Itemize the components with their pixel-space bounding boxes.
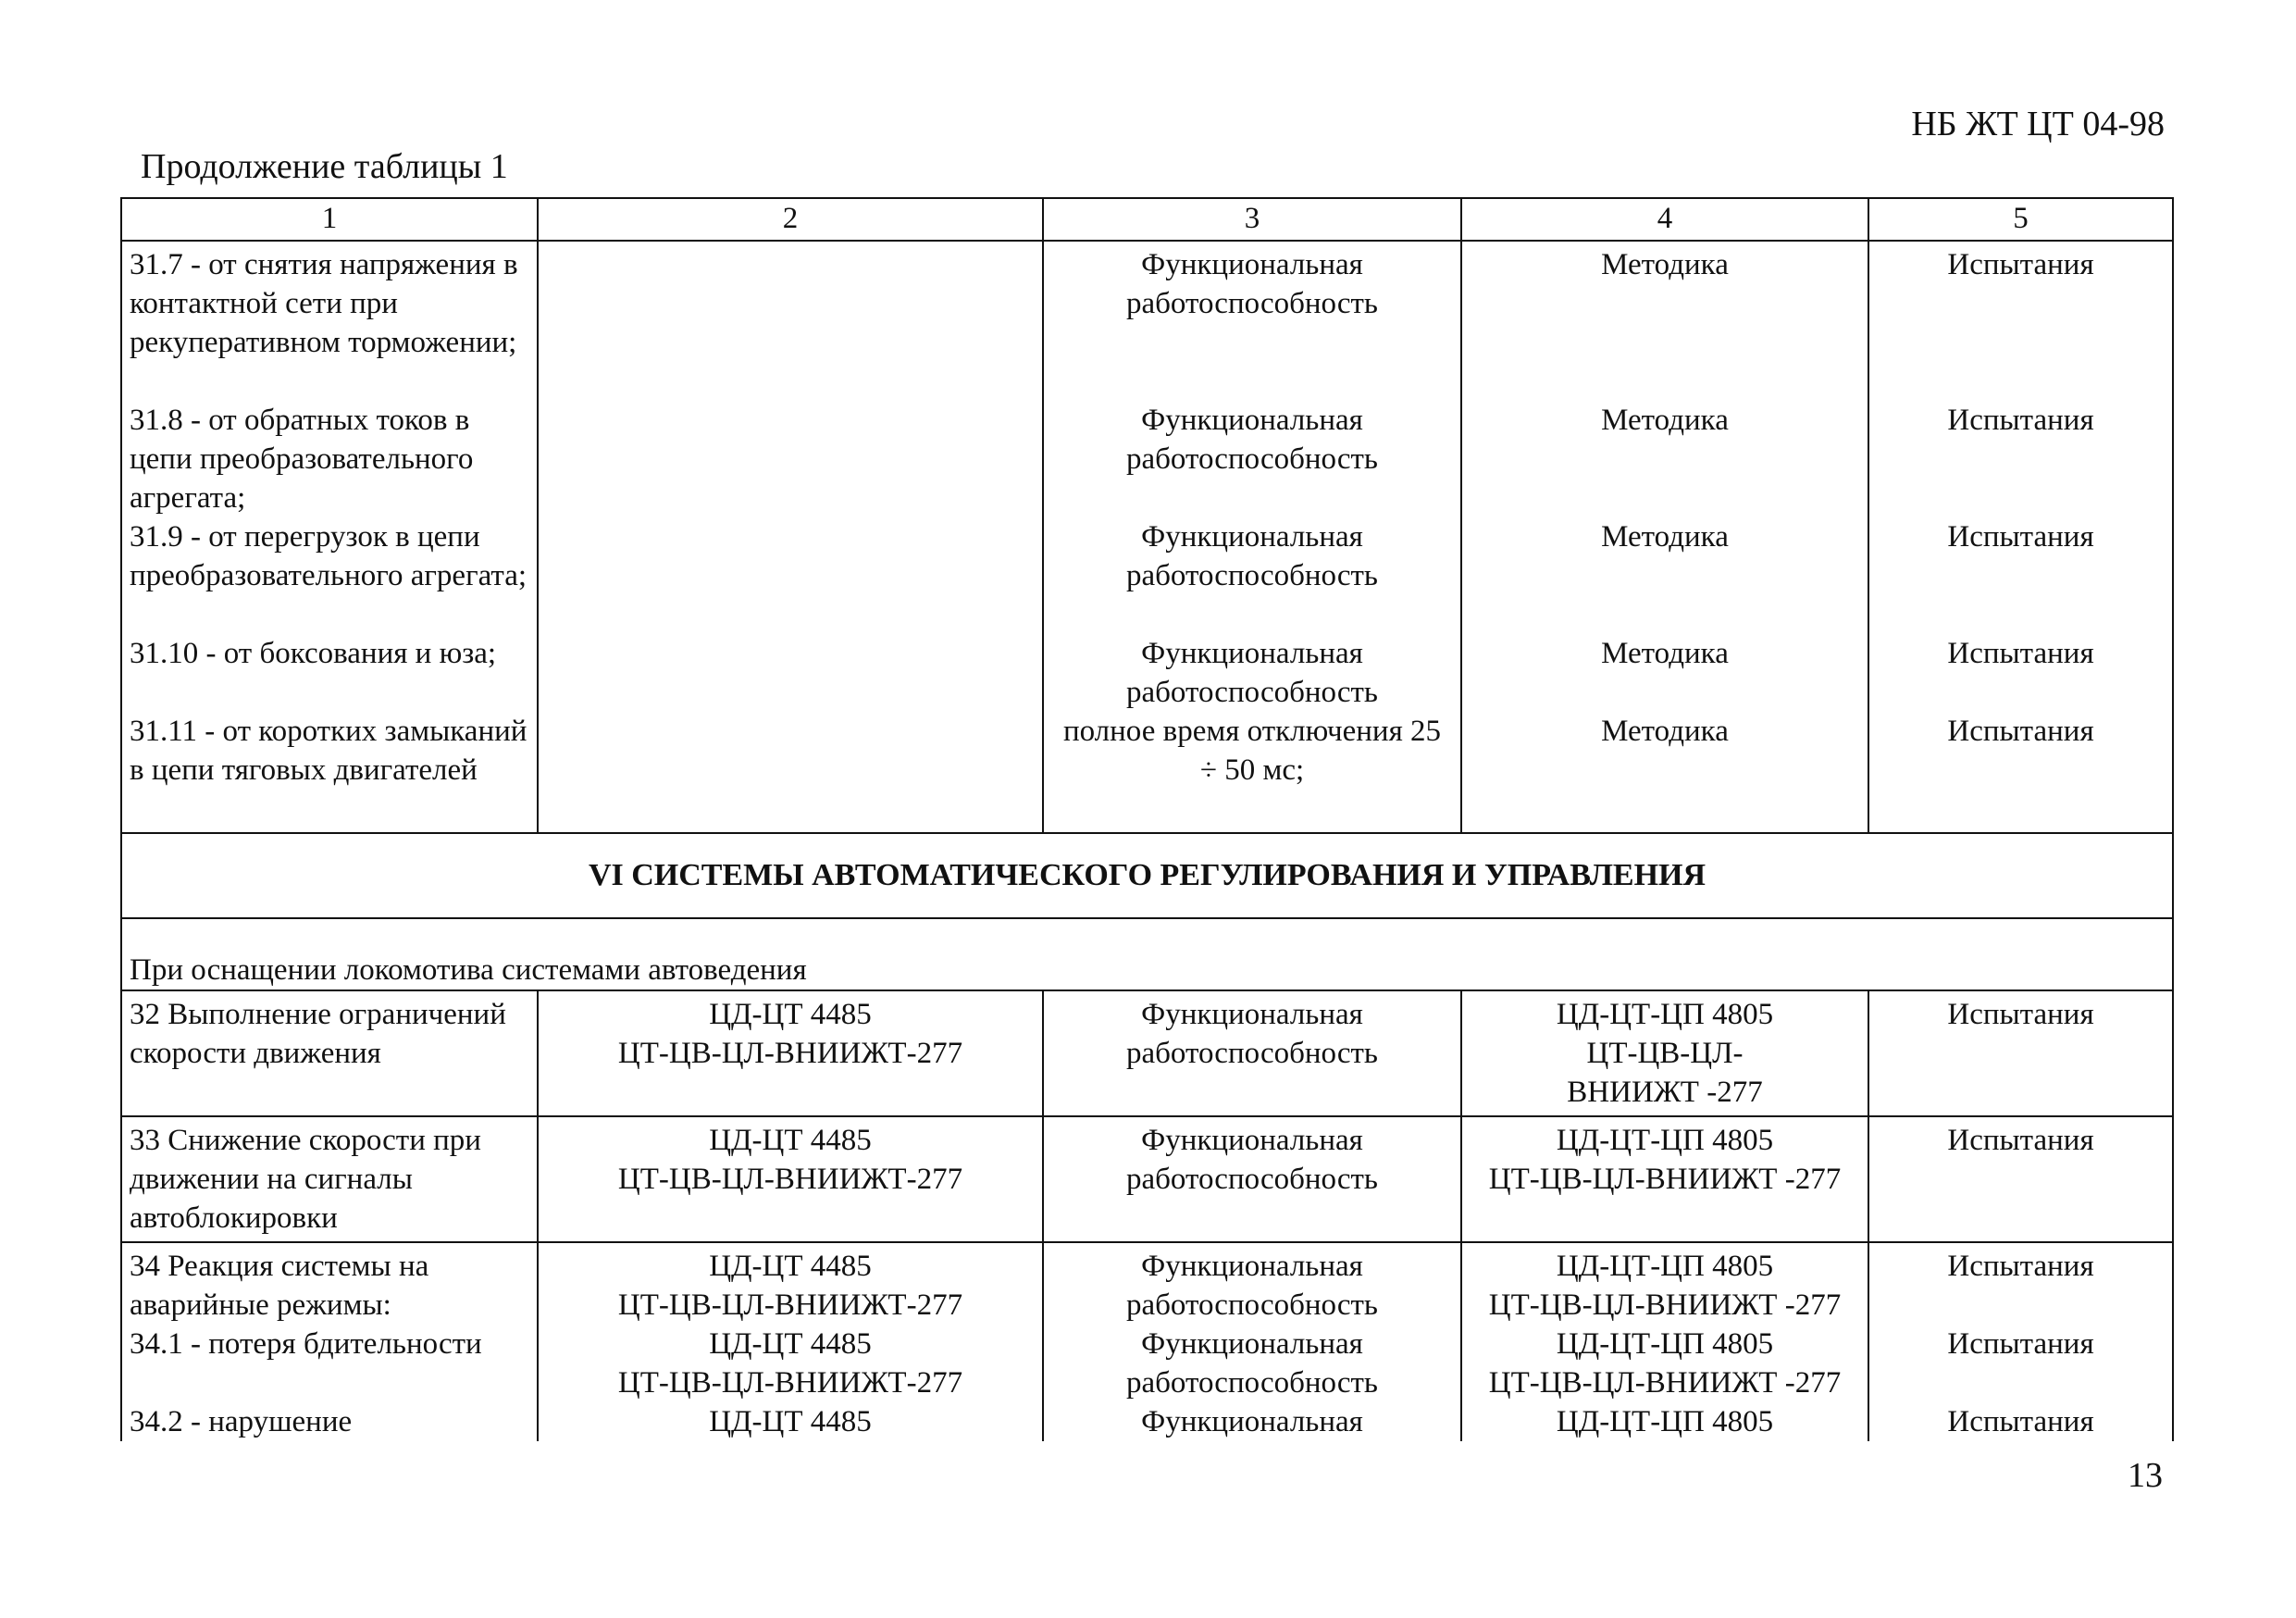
row-34-method-3: ЦД-ЦТ-ЦП 4805	[1556, 1327, 1774, 1361]
subsection-row	[121, 918, 2173, 990]
column-number-row	[121, 198, 2173, 241]
item-34-2: 34.2 - нарушение	[130, 1405, 353, 1438]
row-34-doc-3: ЦД-ЦТ 4485	[709, 1327, 872, 1361]
row-34-criterion-5: Функциональная	[1141, 1405, 1363, 1438]
row-34-method-2: ЦТ-ЦВ-ЦЛ-ВНИИЖТ -277	[1488, 1288, 1842, 1322]
row-32-name: 32 Выполнение ограничений скорости движения	[121, 990, 538, 1116]
row-34-doc-5: ЦД-ЦТ 4485	[709, 1405, 872, 1438]
row-34-documents	[538, 1242, 1043, 1441]
criterion-31-10: Функциональная работоспособность	[1126, 637, 1378, 709]
criterion-31-9: Функциональная работоспособность	[1126, 520, 1378, 592]
row-33-name: 33 Снижение скорости при движении на сигналы автоблокировки	[121, 1116, 538, 1242]
row-32-documents	[538, 990, 1043, 1116]
item-34-1: 34.1 - потеря бдительности	[130, 1327, 482, 1361]
test-31-8: Испытания	[1947, 404, 2094, 437]
method-31-11: Методика	[1601, 715, 1729, 748]
test-31-10: Испытания	[1947, 637, 2094, 670]
row-32-criterion: Функциональная работоспособность	[1043, 990, 1461, 1116]
method-31-9: Методика	[1601, 520, 1729, 554]
column-number-3: 3	[1043, 198, 1461, 241]
section-heading-row	[121, 833, 2173, 918]
table-row-31	[121, 241, 2173, 833]
table-row-34	[121, 1242, 2173, 1441]
item-31-10: 31.10 - от боксования и юза;	[130, 637, 497, 670]
row-32-doc-1: ЦД-ЦТ 4485	[709, 998, 872, 1031]
row-32-test: Испытания	[1868, 990, 2173, 1116]
row-34-method-1: ЦД-ЦТ-ЦП 4805	[1556, 1250, 1774, 1283]
row-33-criterion: Функциональная работоспособность	[1043, 1116, 1461, 1242]
subsection-title: При оснащении локомотива системами автоведения	[121, 918, 2173, 990]
table-container	[120, 197, 2172, 1441]
row-34-criterion-3: Функциональная	[1141, 1327, 1363, 1361]
row-32-method-3: ВНИИЖТ -277	[1567, 1076, 1763, 1109]
column-number-5: 5	[1868, 198, 2173, 241]
row-32-doc-2: ЦТ-ЦВ-ЦЛ-ВНИИЖТ-277	[617, 1037, 963, 1070]
row-34-test-1: Испытания	[1947, 1250, 2094, 1283]
row-33-doc-2: ЦТ-ЦВ-ЦЛ-ВНИИЖТ-277	[617, 1163, 963, 1196]
method-cell	[1461, 241, 1868, 833]
row-34-doc-2: ЦТ-ЦВ-ЦЛ-ВНИИЖТ-277	[617, 1288, 963, 1322]
table-caption: Продолжение таблицы 1	[141, 147, 508, 186]
protection-items-cell	[121, 241, 538, 833]
test-31-9: Испытания	[1947, 520, 2094, 554]
column-number-1: 1	[121, 198, 538, 241]
criterion-31-8: Функциональная работоспособность	[1126, 404, 1378, 476]
column-number-2: 2	[538, 198, 1043, 241]
row-34-names	[121, 1242, 538, 1441]
row-33-documents	[538, 1116, 1043, 1242]
criteria-cell	[1043, 241, 1461, 833]
item-31-9: 31.9 - от перегрузок в цепи преобразовательного агрегата;	[130, 520, 527, 592]
row-32-method	[1461, 990, 1868, 1116]
criterion-31-7: Функциональная работоспособность	[1126, 248, 1378, 320]
criterion-31-11: полное время отключения 25 ÷ 50 мс;	[1062, 715, 1442, 787]
requirements-table	[120, 197, 2174, 1441]
row-34-criterion-1: Функциональная	[1141, 1250, 1363, 1283]
method-31-10: Методика	[1601, 637, 1729, 670]
row-34-method-4: ЦТ-ЦВ-ЦЛ-ВНИИЖТ -277	[1488, 1366, 1842, 1400]
section-title: VI СИСТЕМЫ АВТОМАТИЧЕСКОГО РЕГУЛИРОВАНИЯ И УПРАВЛЕНИЯ	[121, 833, 2173, 918]
test-type-cell	[1868, 241, 2173, 833]
table-row-33	[121, 1116, 2173, 1242]
test-31-7: Испытания	[1947, 248, 2094, 281]
row-34-methods	[1461, 1242, 1868, 1441]
column-number-4: 4	[1461, 198, 1868, 241]
row-34-test-3: Испытания	[1947, 1405, 2094, 1438]
row-33-method-1: ЦД-ЦТ-ЦП 4805	[1556, 1124, 1774, 1157]
empty-cell	[538, 241, 1043, 833]
page-number: 13	[2128, 1456, 2163, 1495]
row-33-method	[1461, 1116, 1868, 1242]
table-row-32	[121, 990, 2173, 1116]
row-34-doc-4: ЦТ-ЦВ-ЦЛ-ВНИИЖТ-277	[617, 1366, 963, 1400]
method-31-7: Методика	[1601, 248, 1729, 281]
row-33-method-2: ЦТ-ЦВ-ЦЛ-ВНИИЖТ -277	[1488, 1163, 1842, 1196]
item-31-11: 31.11 - от коротких замыканий в цепи тяговых двигателей	[130, 715, 527, 787]
item-31-7: 31.7 - от снятия напряжения в контактной сети при рекуперативном торможении;	[130, 248, 518, 359]
row-34-doc-1: ЦД-ЦТ 4485	[709, 1250, 872, 1283]
item-31-8: 31.8 - от обратных токов в цепи преобразовательного агрегата;	[130, 404, 474, 515]
row-34-criterion-2: работоспособность	[1126, 1288, 1378, 1322]
row-33-test: Испытания	[1868, 1116, 2173, 1242]
row-34-tests	[1868, 1242, 2173, 1441]
method-31-8: Методика	[1601, 404, 1729, 437]
row-33-doc-1: ЦД-ЦТ 4485	[709, 1124, 872, 1157]
row-34-test-2: Испытания	[1947, 1327, 2094, 1361]
document-code: НБ ЖТ ЦТ 04-98	[1911, 105, 2165, 143]
row-32-method-1: ЦД-ЦТ-ЦП 4805	[1556, 998, 1774, 1031]
row-32-method-2: ЦТ-ЦВ-ЦЛ-	[1586, 1037, 1744, 1070]
row-34-method-5: ЦД-ЦТ-ЦП 4805	[1556, 1405, 1774, 1438]
item-34: 34 Реакция системы на аварийные режимы:	[130, 1250, 429, 1322]
row-34-criteria	[1043, 1242, 1461, 1441]
test-31-11: Испытания	[1947, 715, 2094, 748]
row-34-criterion-4: работоспособность	[1126, 1366, 1378, 1400]
